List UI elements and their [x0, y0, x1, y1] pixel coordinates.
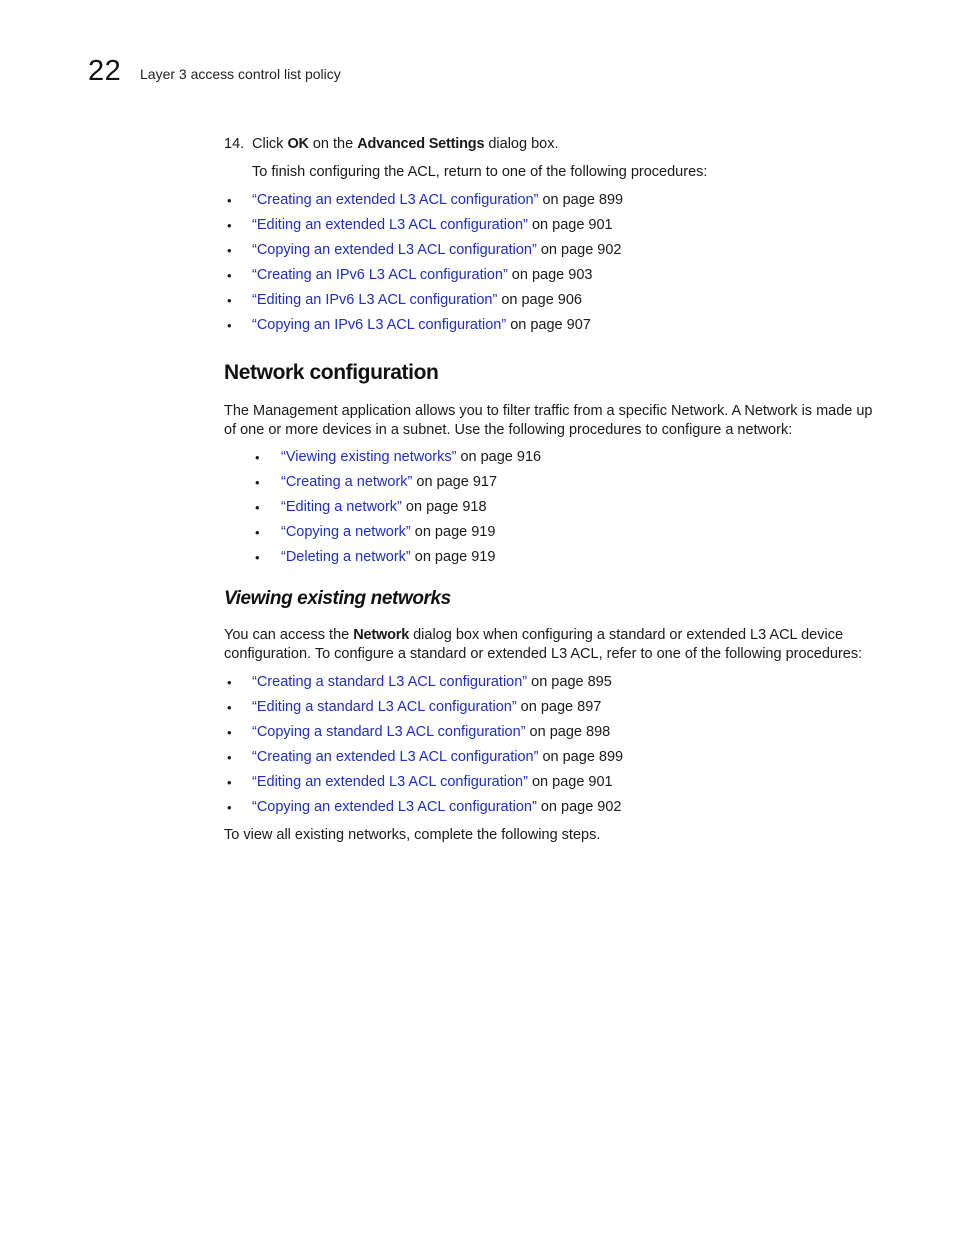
- network-dialog-ref: Network: [353, 627, 410, 643]
- page-ref: on page 899: [538, 749, 624, 765]
- bullet: •: [227, 268, 232, 283]
- closing-text: To view all existing networks, complete the following steps.: [224, 827, 601, 843]
- xref-link[interactable]: “Creating an IPv6 L3 ACL configuration”: [252, 267, 508, 283]
- bullet: •: [227, 218, 232, 233]
- advanced-settings-ref: Advanced Settings: [357, 136, 485, 152]
- page-ref: on page 919: [410, 524, 496, 540]
- xref-link[interactable]: “Deleting a network”: [281, 549, 411, 565]
- xref-link[interactable]: “Copying an extended L3 ACL configuration”: [252, 799, 537, 815]
- page-ref: on page 906: [497, 292, 582, 308]
- page-ref: on page 917: [412, 474, 498, 490]
- bullet: •: [255, 450, 260, 465]
- bullet: •: [227, 775, 232, 790]
- page-ref: on page 902: [536, 242, 622, 258]
- section-heading: Network configuration: [224, 361, 439, 384]
- page-ref: on page 916: [456, 449, 542, 465]
- subsection-intro: [224, 626, 884, 664]
- bullet: •: [227, 725, 232, 740]
- step-text-part: dialog box.: [484, 136, 559, 152]
- page-ref: on page 901: [527, 774, 613, 790]
- step-followup: To finish configuring the ACL, return to one of the following procedures:: [252, 164, 708, 180]
- step-number: 14.: [224, 136, 245, 152]
- page-ref: on page 903: [507, 267, 593, 283]
- xref-link[interactable]: “Editing an extended L3 ACL configuration”: [252, 774, 528, 790]
- chapter-title: Layer 3 access control list policy: [140, 66, 341, 82]
- bullet: •: [255, 475, 260, 490]
- bullet: •: [227, 750, 232, 765]
- bullet: •: [227, 675, 232, 690]
- page-ref: on page 897: [516, 699, 602, 715]
- xref-link[interactable]: “Editing an extended L3 ACL configuration”: [252, 217, 528, 233]
- step-text: [252, 135, 559, 154]
- page-ref: on page 918: [401, 499, 487, 515]
- page-ref: on page 919: [410, 549, 496, 565]
- bullet: •: [227, 318, 232, 333]
- xref-link[interactable]: “Creating an extended L3 ACL configuration”: [252, 749, 539, 765]
- intro-part: dialog box when configuring a standard or extended L3 ACL device configuration. To configure a standard or extended L3 ACL, refer to one of the following procedures:: [224, 627, 863, 662]
- xref-link[interactable]: “Editing a network”: [281, 499, 402, 515]
- bullet: •: [227, 243, 232, 258]
- xref-link[interactable]: “Creating an extended L3 ACL configuration”: [252, 192, 539, 208]
- bullet: •: [227, 800, 232, 815]
- bullet: •: [255, 500, 260, 515]
- section-intro: The Management application allows you to filter traffic from a specific Network. A Network is made up of one or more devices in a subnet. Use the following procedures to configure a network:: [224, 403, 873, 438]
- page-ref: on page 901: [527, 217, 613, 233]
- page-ref: on page 895: [527, 674, 612, 690]
- xref-link[interactable]: “Creating a network”: [281, 474, 413, 490]
- xref-link[interactable]: “Creating a standard L3 ACL configuration”: [252, 674, 528, 690]
- bullet: •: [255, 525, 260, 540]
- bullet: •: [227, 293, 232, 308]
- xref-link[interactable]: “Editing an IPv6 L3 ACL configuration”: [252, 292, 498, 308]
- chapter-number: 22: [88, 55, 122, 87]
- page-ref: on page 902: [536, 799, 622, 815]
- xref-link[interactable]: “Copying a network”: [281, 524, 411, 540]
- xref-link[interactable]: “Editing a standard L3 ACL configuration”: [252, 699, 517, 715]
- page-ref: on page 898: [525, 724, 611, 740]
- step-text-part: Click: [252, 136, 288, 152]
- ok-button-ref: OK: [287, 136, 309, 152]
- step-text-part: on the: [308, 136, 358, 152]
- bullet: •: [255, 550, 260, 565]
- page-ref: on page 907: [506, 317, 591, 333]
- bullet: •: [227, 700, 232, 715]
- subsection-heading: Viewing existing networks: [224, 588, 451, 609]
- xref-link[interactable]: “Copying a standard L3 ACL configuration”: [252, 724, 526, 740]
- xref-link[interactable]: “Copying an IPv6 L3 ACL configuration”: [252, 317, 507, 333]
- xref-link[interactable]: “Copying an extended L3 ACL configuration”: [252, 242, 537, 258]
- bullet: •: [227, 193, 232, 208]
- page-ref: on page 899: [538, 192, 624, 208]
- intro-part: You can access the: [224, 627, 354, 643]
- xref-link[interactable]: “Viewing existing networks”: [281, 449, 457, 465]
